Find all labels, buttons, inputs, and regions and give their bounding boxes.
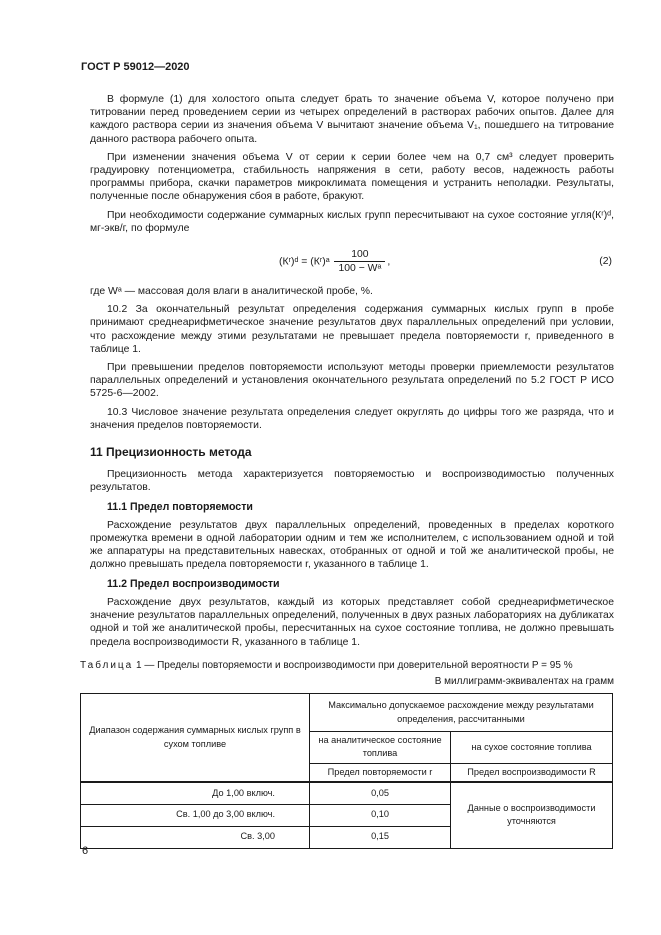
paragraph: При превышении пределов повторяемости используют методы проверки приемлемости результатов параллельных определений и установления окончательного результата определений по 5.2 ГОСТ Р ИСО 5725-6—2002.	[90, 362, 614, 400]
table-cell-r: 0,05	[310, 782, 451, 804]
table-header-group: Максимально допускаемое расхождение между результатами определения, рассчитанными	[310, 694, 613, 732]
formula-lhs: (Кʳ)ᵈ	[279, 256, 299, 268]
document-header: ГОСТ Р 59012—2020	[81, 61, 190, 73]
formula-denominator: 100 − Wᵃ	[338, 263, 382, 275]
table-cell-range: Св. 3,00	[81, 826, 310, 848]
table-cell-range: До 1,00 включ.	[81, 782, 310, 804]
table-caption	[80, 659, 614, 672]
table-units: В миллиграмм-эквивалентах на грамм	[434, 675, 614, 687]
precision-table	[80, 693, 613, 848]
section-11-title: 11 Прецизионность метода	[90, 445, 252, 460]
paragraph: где Wᵃ — массовая доля влаги в аналитической пробе, %.	[90, 286, 373, 298]
table-header-analytical: на аналитическое состояние топлива	[310, 732, 451, 763]
paragraph: Расхождение двух результатов, каждый из которых представляет собой среднеарифметическое значение результатов параллельных определений, полученных в двух разных лабораториях на дубликатах одной и той же аналитической пробы, пересчитанных на сухое состояние топлива, не должно превышать предела воспроизводимости R, указанного в таблице 1.	[90, 596, 614, 648]
paragraph: 10.3 Числовое значение результата определения следует округлять до цифры того же разряда, что и значения пределов повторяемости.	[90, 406, 614, 431]
section-11-2-title: 11.2 Предел воспроизводимости	[107, 577, 280, 590]
paragraph: Расхождение результатов двух параллельных определений, проведенных в пределах короткого промежутка времени в одной лаборатории одним и тем же исполнителем, с использованием одной и той же аппаратуры на представительных навесках, отобранных от одной и той же аналитической пробы, не должно превышать предела повторяемости r, указанного в таблице 1.	[90, 519, 614, 571]
table-header-dry: на сухое состояние топлива	[451, 732, 613, 763]
section-11-1-title: 11.1 Предел повторяемости	[107, 500, 253, 513]
table-cell-r: 0,10	[310, 804, 451, 826]
formula-2	[90, 240, 614, 283]
paragraph: При необходимости содержание суммарных кислых групп пересчитывают на сухое состояние угля(Кʳ)ᵈ, мг-экв/г, по формуле	[90, 209, 614, 234]
formula-numerator: 100	[334, 248, 385, 262]
paragraph: В формуле (1) для холостого опыта следует брать то значение объема V, которое получено при титровании перед проведением серии из четырех определений в растворах рабочих опытов. Далее для каждого раствора серии из значения объема V вычитают значение объема V₁, пошедшего на титрование данного раствора рабочего опыта.	[90, 94, 614, 145]
page-number: 6	[82, 845, 89, 857]
paragraph: Прецизионность метода характеризуется повторяемостью и воспроизводимостью полученных результатов.	[90, 469, 614, 494]
paragraph: При изменении значения объема V от серии к серии более чем на 0,7 см³ следует проверить градуировку потенциометра, стабильность напряжения в сети, работу весов, надежность работы программы прибора, скачки параметров микроклимата помещения и устранить неполадки. Результаты, полученные после обнаружения сбоя в работе, бракуют.	[90, 151, 614, 203]
table-cell-r: 0,15	[310, 826, 451, 848]
formula-equals: =	[301, 256, 308, 268]
table-header-R: Предел воспроизводимости R	[451, 763, 613, 782]
formula-number: (2)	[599, 256, 612, 268]
table-caption-text: 1 — Пределы повторяемости и воспроизводимости при доверительной вероятности P = 95 %	[136, 659, 573, 671]
page-content	[80, 93, 614, 849]
table-cell-reproducibility: Данные о воспроизводимости уточняются	[451, 782, 613, 848]
formula-fraction	[334, 248, 385, 275]
paragraph: 10.2 За окончательный результат определения содержания суммарных кислых групп в пробе принимают среднеарифметическое значение результатов двух параллельных определений при условии, что расхождение между этими результатами не превышает предела повторяемости r, приведенного в таблице 1.	[90, 304, 614, 355]
formula-suffix: ,	[387, 256, 391, 268]
table-caption-label: Таблица	[80, 659, 134, 671]
table-header-r: Предел повторяемости r	[310, 763, 451, 782]
formula-rhs-base: (Кʳ)ᵃ	[310, 256, 330, 268]
table-cell-range: Св. 1,00 до 3,00 включ.	[81, 804, 310, 826]
table-header-range: Диапазон содержания суммарных кислых групп в сухом топливе	[81, 694, 310, 782]
